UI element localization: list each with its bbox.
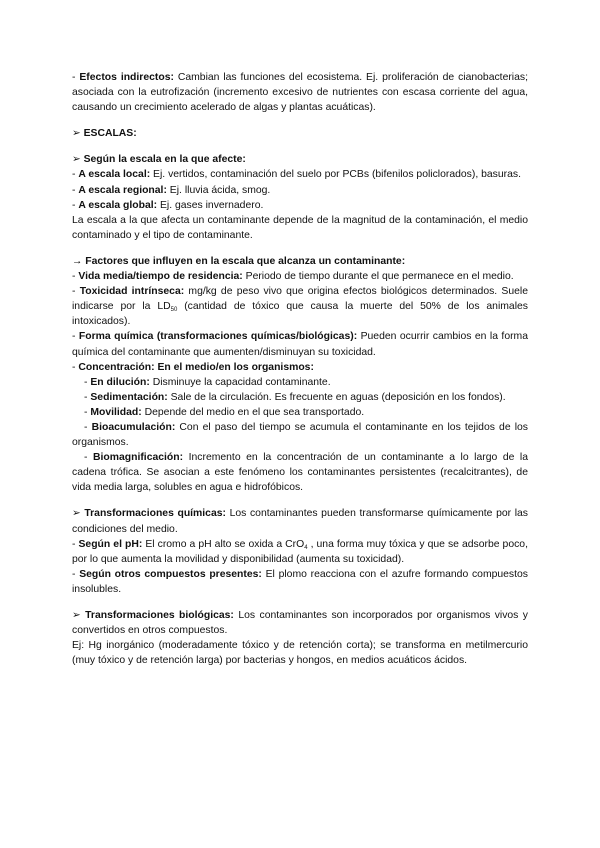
sedimentacion-item: - Sedimentación: Sale de la circulación. Es frecuente en aguas (deposición en los fondos). — [84, 391, 506, 403]
ejemplo-hg: Ej: Hg inorgánico (moderadamente tóxico y de retención corta); se transforma en metilmercurio (muy tóxico y de retención larga) por bacterias y hongos, en medios acuáticos ácidos. — [72, 640, 528, 667]
cro4-subscript: 4 — [304, 544, 308, 551]
escala-global-label: A escala global: — [78, 199, 158, 211]
document-body — [72, 70, 528, 668]
bioacumulacion-label: Bioacumulación: — [91, 421, 176, 433]
toxicidad-item: - Toxicidad intrínseca: mg/kg de peso vivo que origina efectos biológicos determinados. Suele indicarse por la $LD_{50}$ (cantidad de tóxico que causa la muerte del 50% de los animales intoxicados). — [72, 286, 528, 328]
segun-otros-label: Según otros compuestos presentes: — [79, 568, 262, 580]
segun-escala-heading: ➢ Según la escala en la que afecte: — [72, 154, 246, 166]
segun-ph-label: Según el pH: — [78, 538, 143, 550]
segun-ph-item: - Según el pH: El cromo a pH alto se oxida a CrO$_4$ , una forma muy tóxica y que se adsorbe poco, por lo que aumenta la movilidad y disponibilidad (aumenta su toxicidad). — [72, 538, 528, 565]
ld-subscript: 50 — [170, 307, 178, 314]
sedimentacion-label: Sedimentación: — [90, 391, 168, 403]
transformaciones-biologicas-item: ➢ Transformaciones biológicas: Los contaminantes son incorporados por organismos vivos y convertidos en otros compuestos. — [72, 610, 528, 637]
escala-regional-label: A escala regional: — [78, 184, 167, 196]
escala-global-item: - A escala global: Ej. gases invernadero. — [72, 199, 264, 211]
factores-heading: → Factores que influyen en la escala que alcanza un contaminante: — [72, 255, 406, 267]
transformaciones-quimicas-label: Transformaciones químicas: — [84, 508, 226, 520]
concentracion-label: Concentración: En el medio/en los organismos: — [78, 361, 314, 373]
concentracion-item: - Concentración: En el medio/en los organismos: — [72, 361, 314, 373]
biomagnificacion-label: Biomagnificación: — [93, 452, 184, 464]
escala-regional-item: - A escala regional: Ej. lluvia ácida, smog. — [72, 184, 271, 196]
escala-note: La escala a la que afecta un contaminante depende de la magnitud de la contaminación, el medio contaminado y el tipo de contaminante. — [72, 214, 528, 241]
movilidad-label: Movilidad: — [90, 406, 142, 418]
vida-media-label: Vida media/tiempo de residencia: — [78, 271, 243, 283]
bioacumulacion-item: - Bioacumulación: Con el paso del tiempo se acumula el contaminante en los tejidos de los organismos. — [72, 421, 528, 449]
transformaciones-biologicas-label: Transformaciones biológicas: — [85, 610, 234, 621]
vida-media-item: - Vida media/tiempo de residencia: Periodo de tiempo durante el que permanece en el medio. — [72, 271, 514, 283]
movilidad-item: - Movilidad: Depende del medio en el que sea transportado. — [84, 406, 365, 418]
dilucion-item: - En dilución: Disminuye la capacidad contaminante. — [84, 376, 331, 388]
toxicidad-label: Toxicidad intrínseca: — [79, 286, 185, 298]
dilucion-label: En dilución: — [90, 376, 150, 388]
transformaciones-quimicas-item: ➢ Transformaciones químicas: Los contaminantes pueden transformarse químicamente por las condiciones del medio. — [72, 508, 529, 535]
segun-otros-item: - Según otros compuestos presentes: El plomo reacciona con el azufre formando compuestos insolubles. — [72, 568, 528, 595]
biomagnificacion-item: - Biomagnificación: Incremento en la concentración de un contaminante a lo largo de la cadena trófica. Se asocian a este fenómeno los contaminantes persistentes (recalcitrantes), de vida media larga, solubles en agua e hidrofóbicos. — [72, 452, 528, 494]
efectos-indirectos-label: Efectos indirectos: — [79, 72, 174, 83]
escala-local-item: - A escala local: Ej. vertidos, contaminación del suelo por PCBs (bifenilos policlorados), basuras. — [72, 169, 521, 181]
efectos-indirectos-text: Cambian las funciones del ecosistema. Ej. proliferación de cianobacterias; asociada con la eutrofización (incremento excesivo de nutrientes con escasa corriente del agua, causando un crecimiento acelerado de algas y plantas acuáticas). — [72, 72, 528, 114]
forma-quimica-item: - Forma química (transformaciones químicas/biológicas): Pueden ocurrir cambios en la forma química del contaminante que aumenten/disminuyan su toxicidad. — [72, 331, 528, 358]
efectos-indirectos-paragraph — [72, 70, 528, 115]
escala-local-label: A escala local: — [78, 169, 151, 181]
escalas-heading: ➢ ESCALAS: — [72, 128, 137, 140]
dash: - — [72, 72, 80, 83]
forma-quimica-label: Forma química (transformaciones químicas/biológicas): — [78, 331, 358, 343]
